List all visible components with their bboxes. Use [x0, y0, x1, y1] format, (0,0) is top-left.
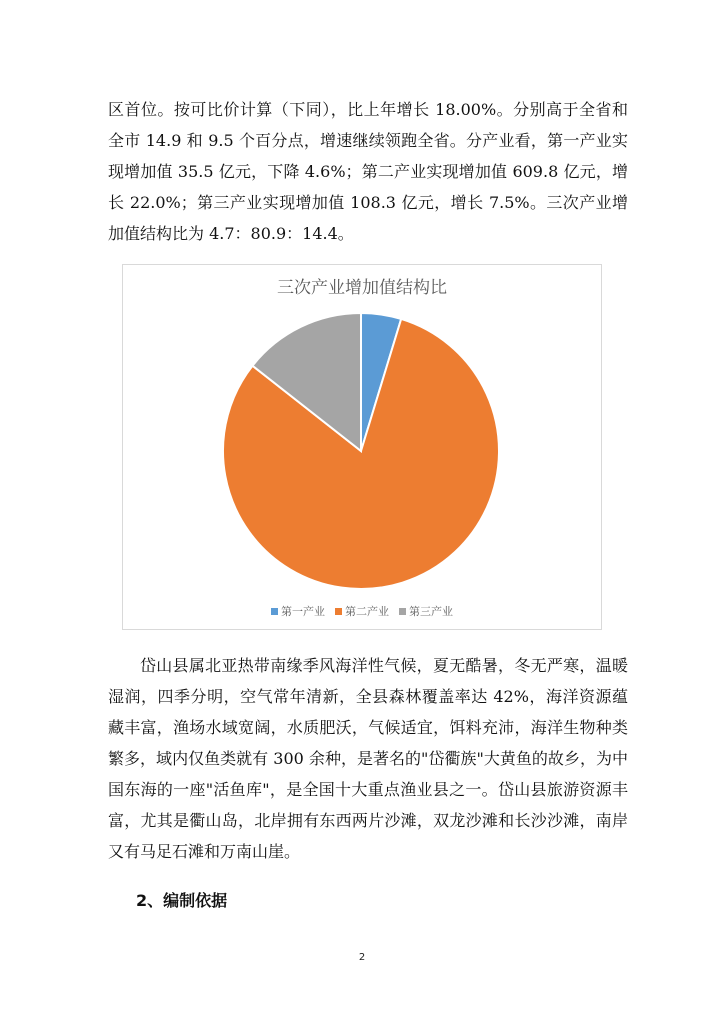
body-paragraph-economy: 区首位。按可比价计算（下同），比上年增长 18.00%。分别高于全省和全市 14.9 和 9.5 个百分点，增速继续领跑全省。分产业看，第一产业实现增加值 35.5 亿元，下降 4.6%；第二产业实现增加值 609.8 亿元，增长 22.0%；第三产业实现增加值 108.3 亿元，增长 7.5%。三次产业增加值结构比为 4.7：80.9：14.4。	[108, 100, 628, 243]
legend-swatch	[271, 608, 278, 615]
legend-item	[335, 603, 389, 619]
legend-label: 第二产业	[345, 605, 389, 618]
legend-swatch	[335, 608, 342, 615]
chart-title: 三次产业增加值结构比	[277, 278, 447, 298]
pie-chart-canvas	[123, 265, 601, 629]
section-heading: 2、编制依据	[136, 891, 228, 910]
legend-label: 第三产业	[409, 605, 453, 618]
pie-chart	[122, 264, 602, 630]
legend-item	[399, 603, 453, 619]
legend-item	[271, 603, 325, 619]
page-number: 2	[358, 952, 366, 963]
chart-legend	[123, 603, 601, 619]
legend-swatch	[399, 608, 406, 615]
body-paragraph-geography: 岱山县属北亚热带南缘季风海洋性气候，夏无酷暑，冬无严寒，温暖湿润，四季分明，空气常年清新，全县森林覆盖率达 42%，海洋资源蕴藏丰富，渔场水域宽阔，水质肥沃，气候适宜，饵料充沛，海洋生物种类繁多，域内仅鱼类就有 300 余种，是著名的"岱衢族"大黄鱼的故乡，为中国东海的一座"活鱼库"，是全国十大重点渔业县之一。岱山县旅游资源丰富，尤其是衢山岛，北岸拥有东西两片沙滩，双龙沙滩和长沙沙滩，南岸又有马足石滩和万南山崖。	[108, 656, 628, 861]
legend-label: 第一产业	[281, 605, 325, 618]
